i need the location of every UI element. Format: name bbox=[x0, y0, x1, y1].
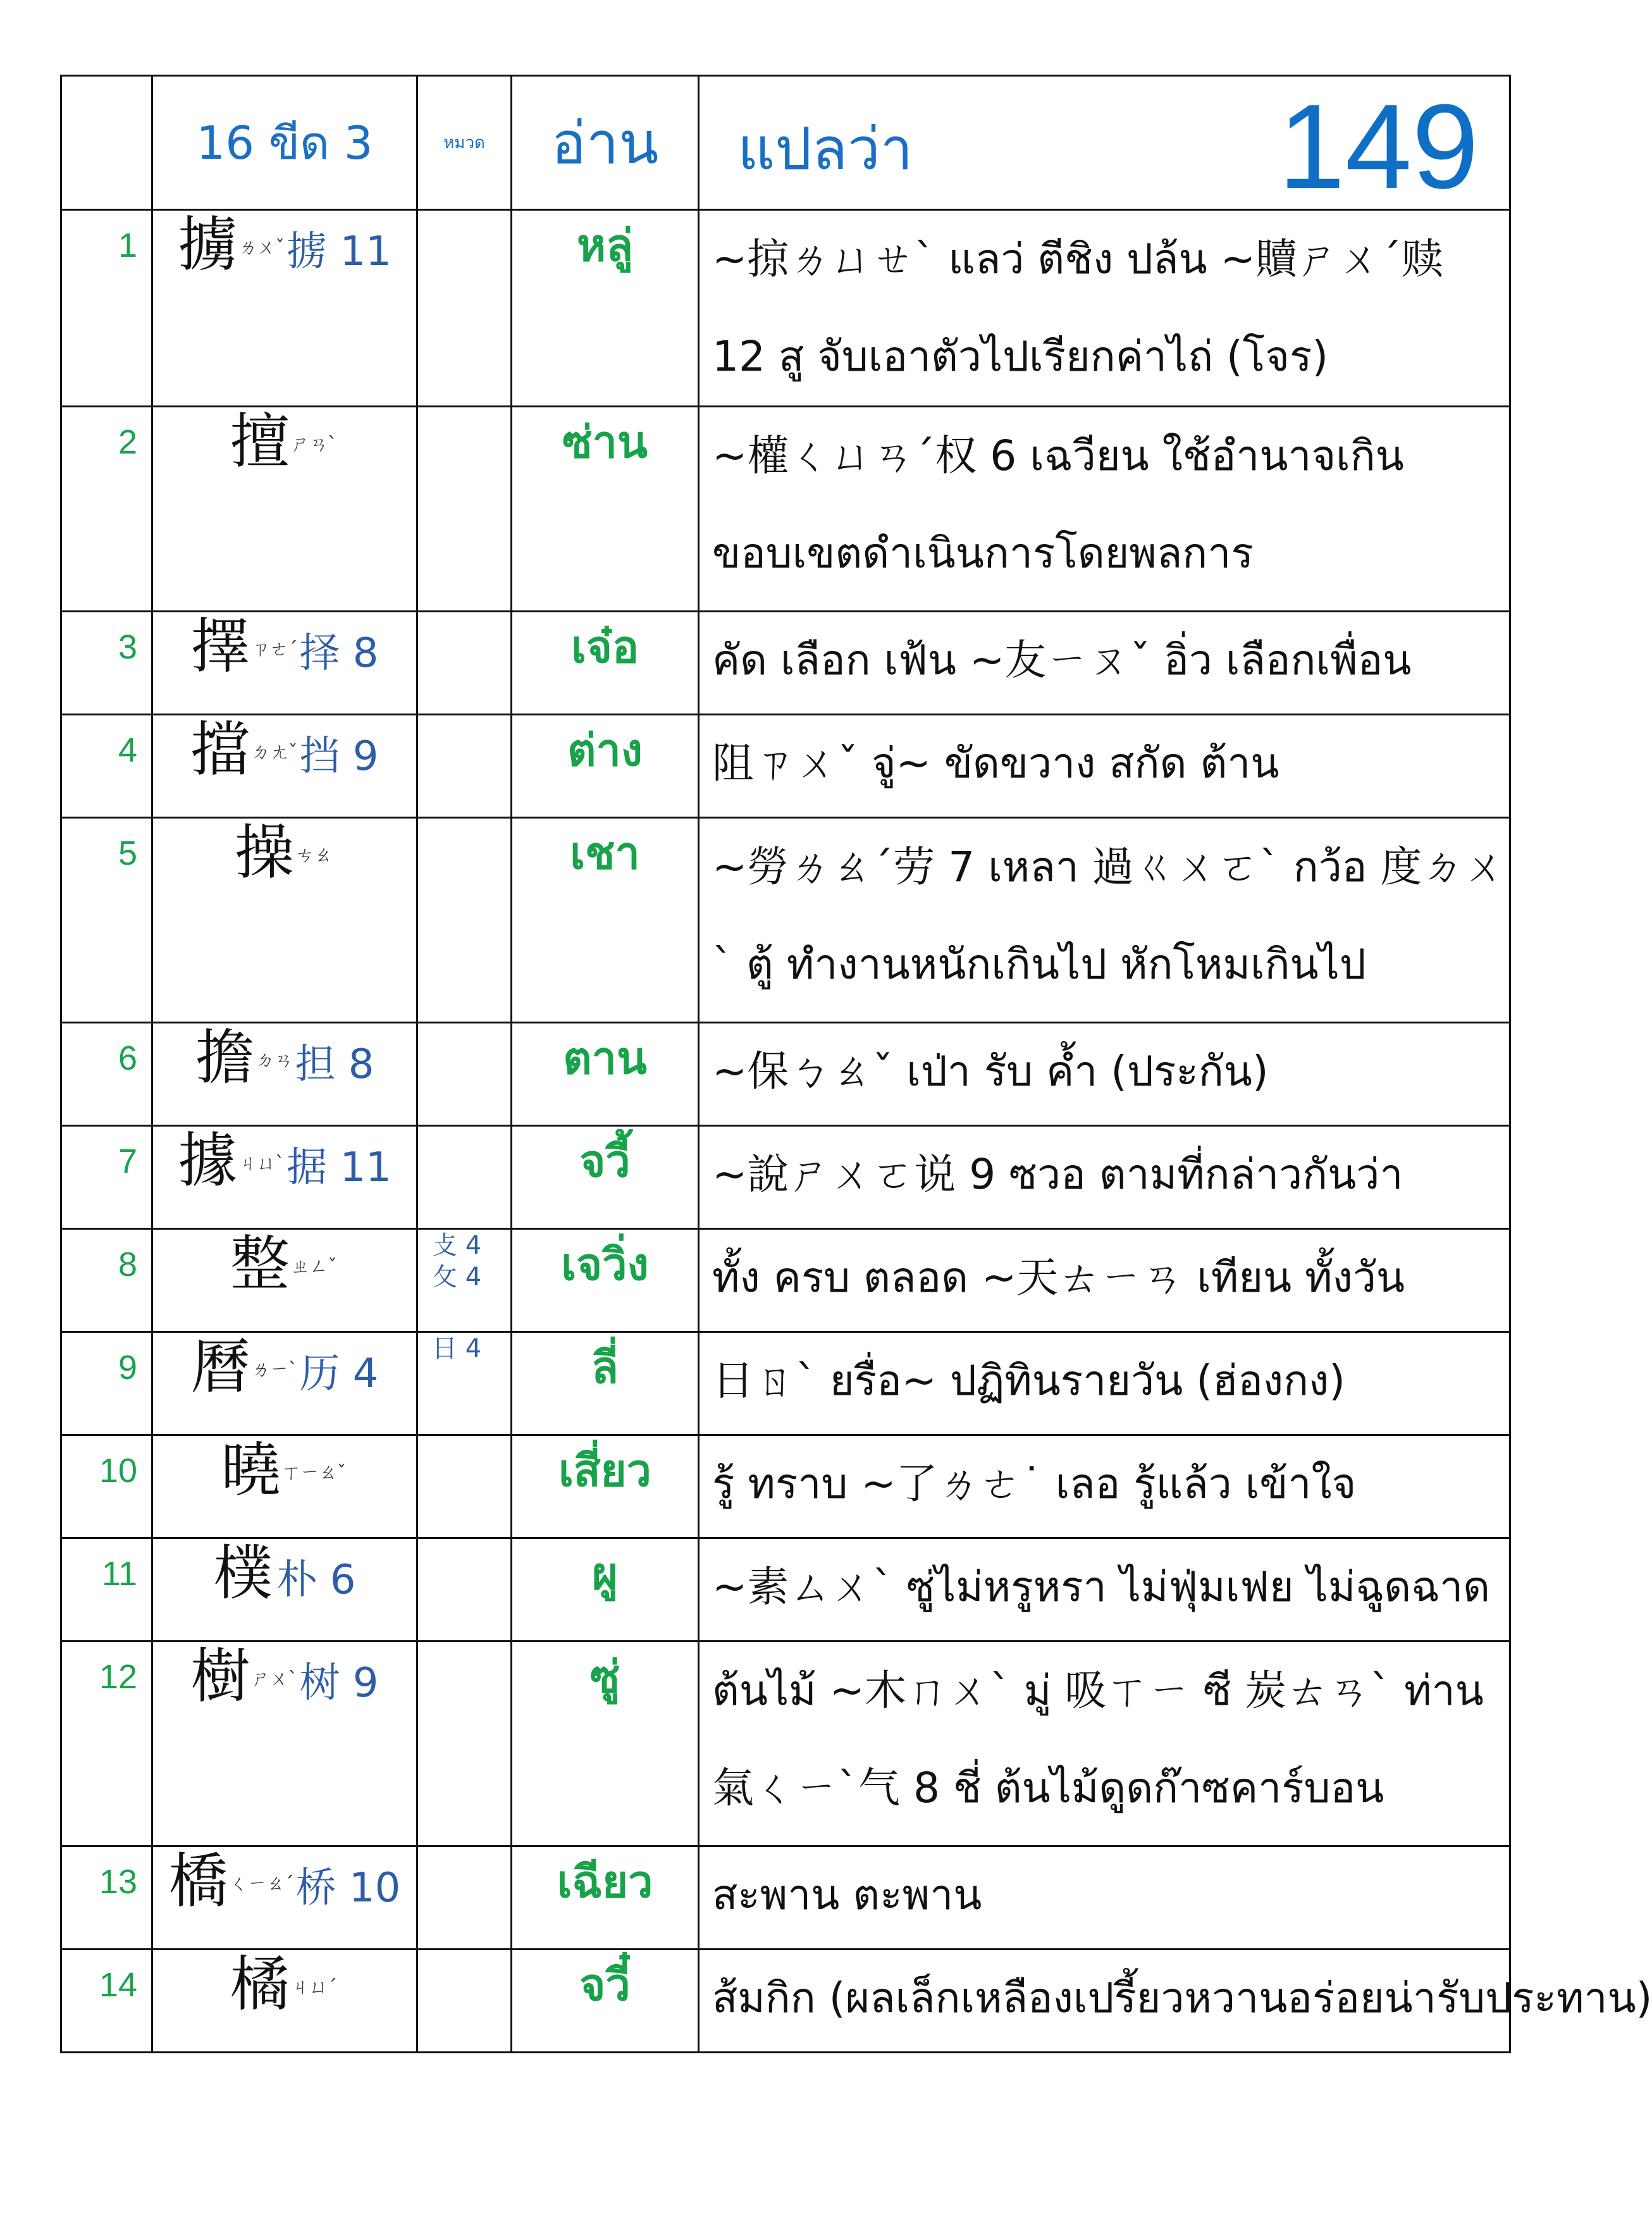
zhuyin-annotation: ㄕㄨˋ bbox=[251, 1668, 297, 1690]
header-blank-cell bbox=[61, 76, 152, 210]
thai-reading: ซ่าน bbox=[512, 407, 699, 612]
entry-row bbox=[61, 1950, 1510, 2053]
thai-reading: หลู่ bbox=[512, 210, 699, 407]
entry-number: 4 bbox=[61, 715, 152, 818]
entry-character-cell bbox=[152, 818, 417, 1023]
entry-row bbox=[61, 1435, 1510, 1538]
entry-number: 7 bbox=[61, 1126, 152, 1229]
entry-number: 2 bbox=[61, 407, 152, 612]
thai-meaning: คัด เลือก เฟ้น ~友ㄧㄡˇ อิ่ว เลือกเพื่อน bbox=[699, 612, 1510, 715]
entry-character-cell bbox=[152, 1332, 417, 1435]
thai-meaning: ~說ㄕㄨㄛ说 9 ซวอ ตามที่กล่าวกันว่า bbox=[699, 1126, 1510, 1229]
radical-cell bbox=[417, 1641, 512, 1846]
entry-number: 14 bbox=[61, 1950, 152, 2053]
traditional-character: 曉 bbox=[221, 1436, 281, 1505]
reading-header: อ่าน bbox=[512, 76, 699, 210]
radical-header: หมวด bbox=[417, 76, 512, 210]
entry-character-cell bbox=[152, 1641, 417, 1846]
thai-reading: ตาน bbox=[512, 1023, 699, 1126]
simplified-character: 挡 9 bbox=[299, 733, 379, 780]
thai-reading: จวี้ bbox=[512, 1126, 699, 1229]
zhuyin-annotation: ㄉㄤˇ bbox=[251, 741, 297, 763]
traditional-character: 橋 bbox=[168, 1847, 228, 1916]
traditional-character: 擋 bbox=[190, 715, 250, 784]
thai-meaning: ~勞ㄌㄠˊ劳 7 เหลา 過ㄍㄨㄛˋ กว้อ 度ㄉㄨˋ ตู้ ทำงานหนักเกินไป หักโหมเกินไป bbox=[699, 818, 1510, 1023]
zhuyin-annotation: ㄗㄜˊ bbox=[251, 638, 297, 660]
traditional-character: 整 bbox=[230, 1230, 290, 1299]
radical-cell bbox=[417, 818, 512, 1023]
simplified-character: 据 11 bbox=[287, 1144, 391, 1191]
entry-number: 5 bbox=[61, 818, 152, 1023]
zhuyin-annotation: ㄌㄧˋ bbox=[251, 1359, 297, 1381]
entry-character-cell bbox=[152, 715, 417, 818]
thai-meaning: ~素ㄙㄨˋ ซู่ไม่หรูหรา ไม่ฟุ่มเฟย ไม่ฉูดฉาด bbox=[699, 1538, 1510, 1641]
entry-row bbox=[61, 1538, 1510, 1641]
meaning-header-cell bbox=[699, 76, 1510, 214]
simplified-character: 担 8 bbox=[295, 1041, 374, 1088]
entry-row bbox=[61, 1229, 1510, 1332]
entry-row bbox=[61, 1846, 1510, 1950]
entry-character-cell bbox=[152, 1023, 417, 1126]
thai-meaning: ~掠ㄌㄩㄝˋ แลว่ ตีชิง ปล้น ~贖ㄕㄨˊ赎 12 สู จับเอาตัวไปเรียกค่าไถ่ (โจร) bbox=[699, 210, 1510, 407]
radical-cell bbox=[417, 715, 512, 818]
radical-cell bbox=[417, 210, 512, 407]
zhuyin-annotation: ㄉㄢ bbox=[256, 1049, 293, 1072]
radical-cell bbox=[417, 407, 512, 612]
thai-meaning: ส้มกิก (ผลเล็กเหลืองเปรี้ยวหวานอร่อยน่ารับประทาน) bbox=[699, 1950, 1510, 2053]
entry-character-cell bbox=[152, 612, 417, 715]
thai-reading: ลี่ bbox=[512, 1332, 699, 1435]
traditional-character: 擔 bbox=[195, 1023, 255, 1092]
zhuyin-annotation: ㄒㄧㄠˇ bbox=[281, 1462, 346, 1484]
traditional-character: 擇 bbox=[190, 612, 250, 681]
entry-number: 12 bbox=[61, 1641, 152, 1846]
radical-cell bbox=[417, 1538, 512, 1641]
entry-number: 9 bbox=[61, 1332, 152, 1435]
thai-reading: ต่าง bbox=[512, 715, 699, 818]
traditional-character: 樹 bbox=[190, 1642, 250, 1711]
entry-number: 1 bbox=[61, 210, 152, 407]
traditional-character: 據 bbox=[178, 1127, 238, 1196]
thai-meaning: ~保ㄅㄠˇ เป่า รับ ค้ำ (ประกัน) bbox=[699, 1023, 1510, 1126]
page-number: 149 bbox=[1278, 80, 1479, 214]
entry-row bbox=[61, 1332, 1510, 1435]
entry-character-cell bbox=[152, 1538, 417, 1641]
entry-row bbox=[61, 210, 1510, 407]
radical-cell bbox=[417, 1950, 512, 2053]
thai-meaning: ทั้ง ครบ ตลอด ~天ㄊㄧㄢ เทียน ทั้งวัน bbox=[699, 1229, 1510, 1332]
thai-reading: เจ๋อ bbox=[512, 612, 699, 715]
radical-cell bbox=[417, 1435, 512, 1538]
entry-number: 13 bbox=[61, 1846, 152, 1950]
meaning-header: แปลว่า bbox=[737, 115, 913, 183]
simplified-character: 历 4 bbox=[299, 1351, 379, 1397]
entry-character-cell bbox=[152, 1435, 417, 1538]
simplified-character: 朴 6 bbox=[276, 1557, 356, 1604]
traditional-character: 樸 bbox=[213, 1539, 273, 1608]
radical-cell bbox=[417, 1126, 512, 1229]
zhuyin-annotation: ㄘㄠ bbox=[295, 844, 332, 867]
traditional-character: 操 bbox=[234, 819, 294, 887]
simplified-character: 桥 10 bbox=[295, 1865, 401, 1912]
radical-cell bbox=[417, 612, 512, 715]
entry-character-cell bbox=[152, 1950, 417, 2053]
traditional-character: 擄 bbox=[178, 211, 238, 280]
thai-reading: ผู bbox=[512, 1538, 699, 1641]
entry-character-cell bbox=[152, 1126, 417, 1229]
entry-row bbox=[61, 1641, 1510, 1846]
zhuyin-annotation: ㄌㄨˇ bbox=[238, 237, 285, 259]
entry-row bbox=[61, 1126, 1510, 1229]
thai-reading: เสี่ยว bbox=[512, 1435, 699, 1538]
traditional-character: 擅 bbox=[230, 407, 290, 476]
radical-cell bbox=[417, 1023, 512, 1126]
entry-number: 8 bbox=[61, 1229, 152, 1332]
entry-number: 6 bbox=[61, 1023, 152, 1126]
thai-reading: ซู่ bbox=[512, 1641, 699, 1846]
entry-row bbox=[61, 612, 1510, 715]
simplified-character: 树 9 bbox=[299, 1660, 379, 1707]
entry-character-cell bbox=[152, 210, 417, 407]
zhuyin-annotation: ㄐㄩˊ bbox=[291, 1976, 336, 1998]
entry-number: 10 bbox=[61, 1435, 152, 1538]
radical-cell bbox=[417, 1846, 512, 1950]
traditional-character: 曆 bbox=[190, 1333, 250, 1402]
simplified-character: 掳 11 bbox=[287, 228, 391, 275]
radical-cell: 攴 4 攵 4 bbox=[417, 1229, 512, 1332]
header-row bbox=[61, 76, 1510, 210]
thai-meaning: 阻ㄗㄨˇ จู่~ ขัดขวาง สกัด ต้าน bbox=[699, 715, 1510, 818]
entry-row bbox=[61, 1023, 1510, 1126]
zhuyin-annotation: ㄕㄢˋ bbox=[291, 433, 336, 455]
entry-character-cell bbox=[152, 1229, 417, 1332]
thai-meaning: รู้ ทราบ ~了ㄌㄜ˙ เลอ รู้แล้ว เข้าใจ bbox=[699, 1435, 1510, 1538]
entry-row bbox=[61, 715, 1510, 818]
simplified-character: 择 8 bbox=[299, 630, 379, 677]
thai-reading: เฉียว bbox=[512, 1846, 699, 1950]
thai-meaning: สะพาน ตะพาน bbox=[699, 1846, 1510, 1950]
stroke-count-header: 16 ขีด 3 bbox=[152, 76, 417, 210]
entry-character-cell bbox=[152, 1846, 417, 1950]
thai-reading: เจวิ่ง bbox=[512, 1229, 699, 1332]
dictionary-table bbox=[60, 75, 1652, 2053]
thai-meaning: ~權ㄑㄩㄢˊ权 6 เฉวียน ใช้อำนาจเกินขอบเขตดำเนินการโดยพลการ bbox=[699, 407, 1510, 612]
thai-reading: จวี๋ bbox=[512, 1950, 699, 2053]
zhuyin-annotation: ㄑㄧㄠˊ bbox=[229, 1873, 293, 1895]
thai-reading: เชา bbox=[512, 818, 699, 1023]
entry-number: 3 bbox=[61, 612, 152, 715]
thai-meaning: 日ㄖˋ ยรื่อ~ ปฏิทินรายวัน (ฮ่องกง) bbox=[699, 1332, 1510, 1435]
zhuyin-annotation: ㄓㄥˇ bbox=[291, 1256, 336, 1278]
entry-row bbox=[61, 818, 1510, 1023]
radical-cell: 日 4 bbox=[417, 1332, 512, 1435]
entry-row bbox=[61, 407, 1510, 612]
entry-character-cell bbox=[152, 407, 417, 612]
thai-meaning: ต้นไม้ ~木ㄇㄨˋ มู่ 吸ㄒㄧ ซี 炭ㄊㄢˋ ท่าน 氣ㄑㄧˋ气 8 ชี่ ต้นไม้ดูดก๊าซคาร์บอน bbox=[699, 1641, 1510, 1846]
traditional-character: 橘 bbox=[230, 1950, 290, 2019]
entry-number: 11 bbox=[61, 1538, 152, 1641]
zhuyin-annotation: ㄐㄩˋ bbox=[238, 1153, 285, 1175]
